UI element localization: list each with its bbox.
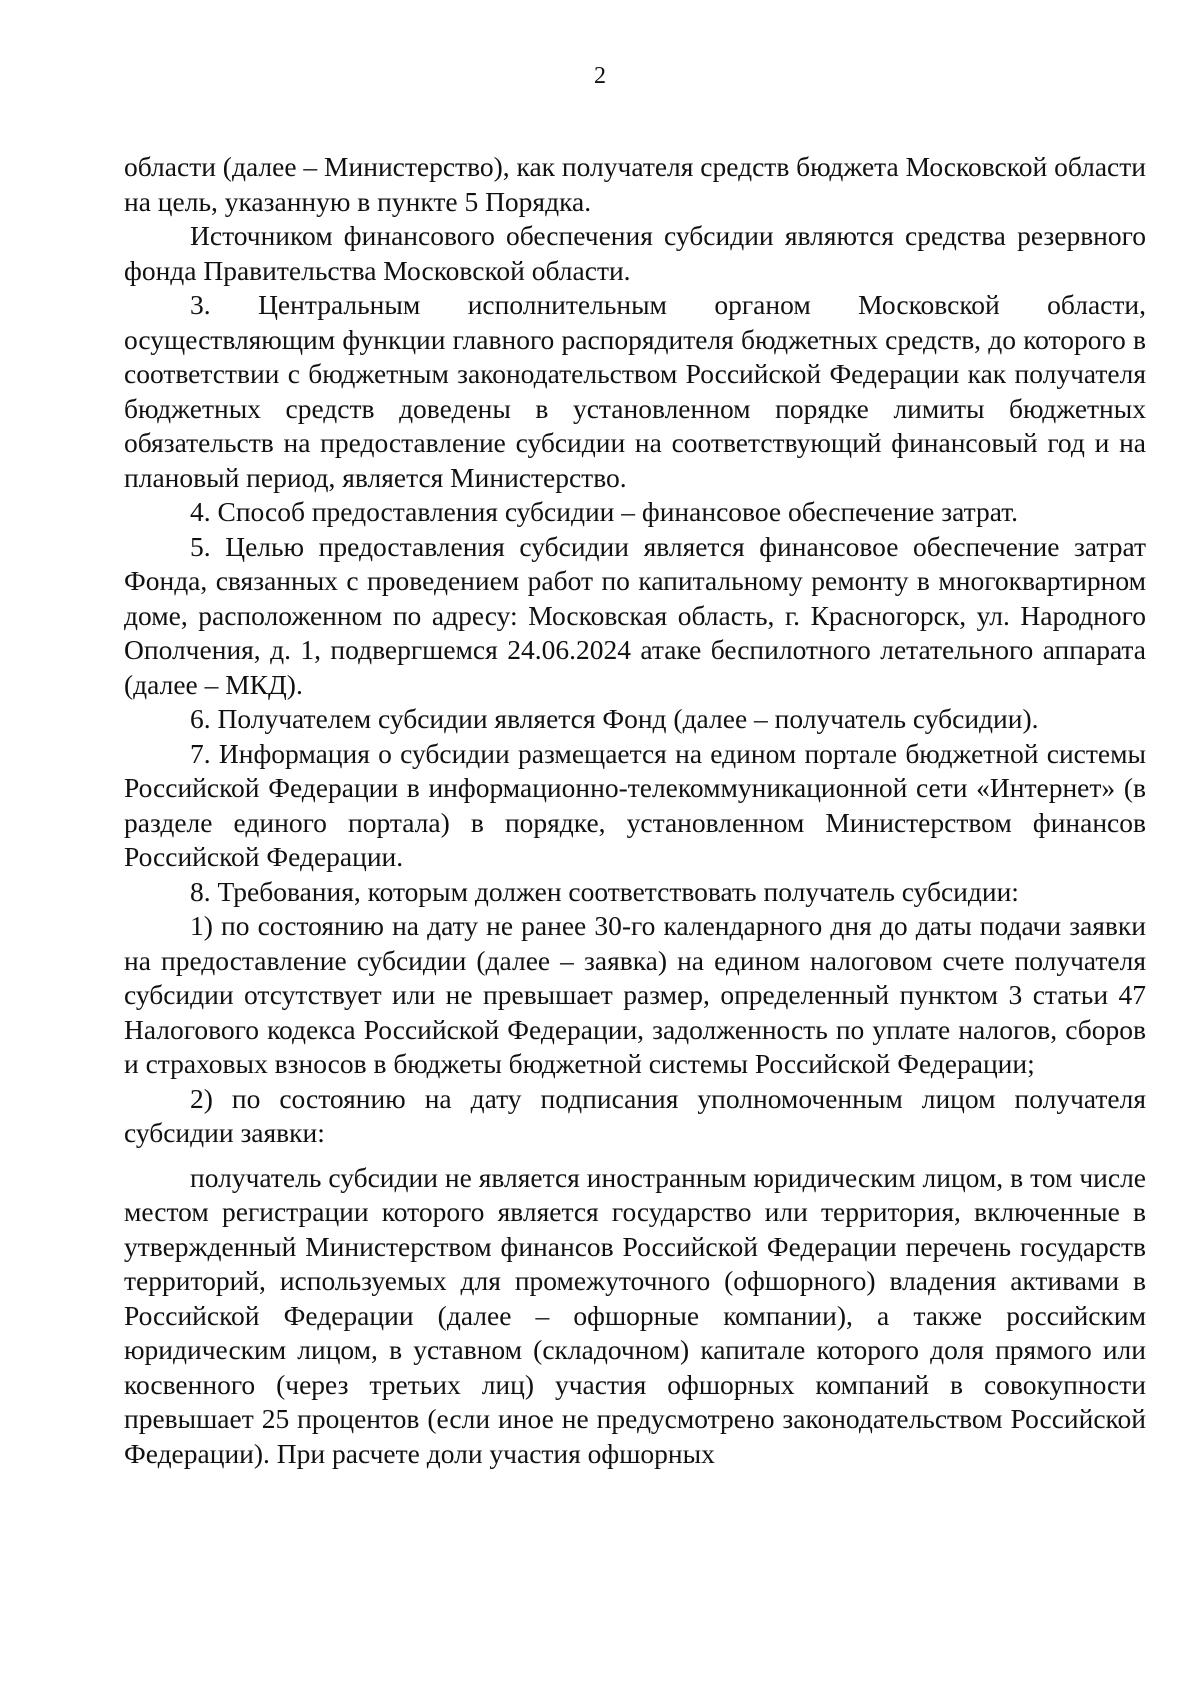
paragraph-item-8: 8. Требования, которым должен соответствовать получатель субсидии: xyxy=(190,875,1019,907)
paragraph-subitem-2: 2) по состоянию на дату подписания уполномоченным лицом получателя субсидии заявки: xyxy=(124,1082,1146,1148)
paragraph-ministry-continuation: области (далее – Министерство), как получателя средств бюджета Московской области на цель, указанную в пункте 5 Порядка. xyxy=(124,151,1146,217)
paragraph-item-5: 5. Целью предоставления субсидии является финансовое обеспечение затрат Фонда, связанных с проведением работ по капитальному ремонту в многоквартирном доме, расположенном по адресу: Московская область, г. Красногорск, ул. Народного Ополчения, д. 1, подвергшемся 24.06.2024 атаке беспилотного летательного аппарата (далее – МКД). xyxy=(124,530,1146,700)
paragraph-item-3: 3. Центральным исполнительным органом Московской области, осуществляющим функции главного распорядителя бюджетных средств, до которого в соответствии с бюджетным законодательством Российской Федерации как получателя бюджетных средств доведены в установленном порядке лимиты бюджетных обязательств на предоставление субсидии на соответствующий финансовый год и на плановый период, является Министерство. xyxy=(124,289,1146,493)
page-number: 2 xyxy=(594,63,606,89)
paragraph-item-6: 6. Получателем субсидии является Фонд (далее – получатель субсидии). xyxy=(190,703,1039,734)
paragraph-subitem-1: 1) по состоянию на дату не ранее 30-го календарного дня до даты подачи заявки на предоставление субсидии (далее – заявка) на едином налоговом счете получателя субсидии отсутствует или не превышает размер, определенный пунктом 3 статьи 47 Налогового кодекса Российской Федерации, задолженность по уплате налогов, сборов и страховых взносов в бюджеты бюджетной системы Российской Федерации; xyxy=(124,910,1146,1079)
paragraph-item-4: 4. Способ предоставления субсидии – финансовое обеспечение затрат. xyxy=(190,496,1019,527)
paragraph-funding-source: Источником финансового обеспечения субсидии являются средства резервного фонда Правительства Московской области. xyxy=(124,220,1146,286)
document-body xyxy=(124,150,1146,1471)
paragraph-item-7: 7. Информация о субсидии размещается на едином портале бюджетной системы Российской Федерации в информационно-телекоммуникационной сети «Интернет» (в разделе единого портала) в порядке, установленном Министерством финансов Российской Федерации. xyxy=(124,737,1146,872)
paragraph-offshore-condition: получатель субсидии не является иностранным юридическим лицом, в том числе местом регистрации которого является государство или территория, включенные в утвержденный Министерством финансов Российской Федерации перечень государств территорий, используемых для промежуточного (офшорного) владения активами в Российской Федерации (далее – офшорные компании), а также российским юридическим лицом, в уставном (складочном) капитале которого доля прямого или косвенного (через третьих лиц) участия офшорных компаний в совокупности превышает 25 процентов (если иное не предусмотрено законодательством Российской Федерации). При расчете доли участия офшорных xyxy=(124,1161,1146,1469)
